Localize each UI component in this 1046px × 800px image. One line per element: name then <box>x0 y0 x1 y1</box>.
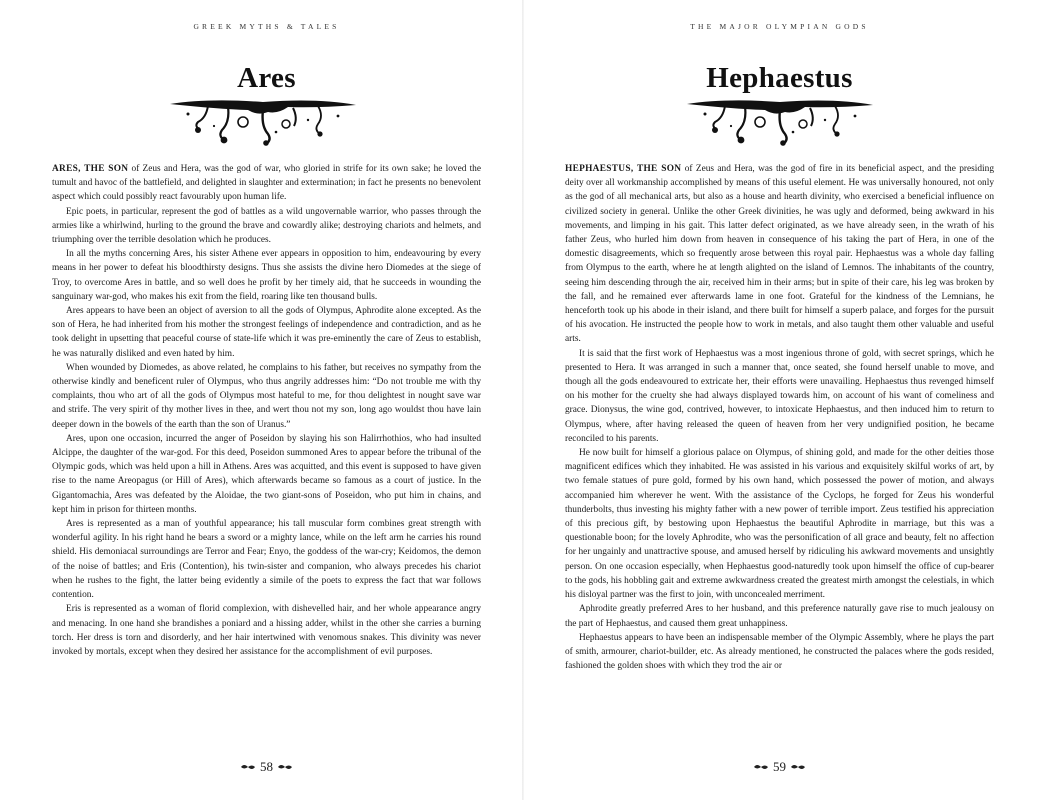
paragraph: Ares, upon one occasion, incurred the anger of Poseidon by slaying his son Halirrhothios, who had insulted Alcippe, the daughter of the war-god. For this deed, Poseidon summoned Ares to appear before the tribunal of the Olympic gods, which was held upon a hill in Athens. Ares was acquitted, and this event is supposed to have given rise to the name Areopagus (or Hill of Ares), which afterwards became so famous as a court of justice. In the Gigantomachia, Ares was defeated by the Aloidae, the two giant-sons of Poseidon, who put him in chains, and kept him in prison for thirteen months. <box>52 433 481 515</box>
article-body-hephaestus <box>565 162 994 673</box>
folio-ornament-icon <box>791 763 805 771</box>
page-number: 59 <box>773 759 786 774</box>
page-number-left <box>52 759 481 775</box>
folio-ornament-icon <box>754 763 768 771</box>
running-head-right: THE MAJOR OLYMPIAN GODS <box>690 22 869 31</box>
page-number-right <box>565 759 994 775</box>
paragraph: Ares is represented as a man of youthful appearance; his tall muscular form combines great strength with wonderful agility. In his right hand he bears a sword or a mighty lance, while on the left arm he carries his round shield. His demoniacal surroundings are Terror and Fear; Enyo, the goddess of the war-cry; Keidomos, the demon of the noise of battles; and Eris (Contention), his twin-sister and companion, who always precedes his chariot when he rushes to the fight, the latter being evidently a simile of the poets to express the fact that war follows contention. <box>52 519 481 601</box>
page-number: 58 <box>260 759 273 774</box>
paragraph: Eris is represented as a woman of florid complexion, with dishevelled hair, and her whole appearance angry and menacing. In one hand she brandishes a poniard and a hissing adder, whilst in the other she carries a burning torch. Her dress is torn and disorderly, and her hair intertwined with venomous snakes. This divinity was never invoked by mortals, except when they desired her assistance for the accomplishment of evil purposes. <box>52 604 481 657</box>
paragraph: He now built for himself a glorious palace on Olympus, of shining gold, and made for the other deities those magnificent edifices which they inhabited. He was assisted in his various and exquisitely skilful works of art, by two female statues of pure gold, formed by his own hand, which possessed the power of motion, and always accompanied him wherever he went. With the assistance of the Cyclops, he forged for Zeus his wonderful thunderbolts, thus investing his mighty father with a new power of terrible import. Zeus testified his appreciation of this precious gift, by bestowing upon Hephaestus the beautiful Aphrodite in marriage, but this was a questionable boon; for the lovely Aphrodite, who was the personification of all grace and beauty, felt no affection for her ungainly and unattractive spouse, and amused herself by ridiculing his awkward movements and unsightly person. On one occasion especially, when Hephaestus good-naturedly took upon himself the office of cup-bearer to the gods, his hobbling gait and extreme awkwardness created the greatest mirth amongst the celestials, in which his disloyal partner was the first to join, with unconcealed merriment. <box>565 448 994 601</box>
paragraph <box>565 162 994 347</box>
running-head-left: GREEK MYTHS & TALES <box>193 22 340 31</box>
paragraph: Hephaestus appears to have been an indispensable member of the Olympic Assembly, where he plays the part of smith, armourer, chariot-builder, etc. As already mentioned, he constructed the palaces where the gods resided, fashioned the golden shoes with which they trod the air or <box>565 632 994 672</box>
paragraph: In all the myths concerning Ares, his sister Athene ever appears in opposition to him, endeavouring by every means in her power to defeat his bloodthirsty designs. Thus she assists the divine hero Diomedes at the siege of Troy, to overcome Ares in battle, and so well does he profit by her timely aid, that he succeeds in wounding the sanguinary war-god, who makes his exit from the field, roaring like ten thousand bulls. <box>52 249 481 302</box>
lead-in: HEPHAESTUS, THE SON <box>565 164 682 174</box>
paragraph: Ares appears to have been an object of aversion to all the gods of Olympus, Aphrodite alone excepted. As the son of Hera, he had inherited from his mother the strongest feelings of independence and contradiction, and as he took delight in upsetting that peaceful course of state-life which it was pre-eminently the care of Zeus to establish, he was naturally disliked and even hated by him. <box>52 306 481 359</box>
right-page <box>523 0 1046 800</box>
ink-flourish-ornament <box>685 96 875 146</box>
paragraph: It is said that the first work of Hephaestus was a most ingenious throne of gold, with secret springs, which he presented to Hera. It was arranged in such a manner that, once seated, she found herself unable to move, and though all the gods endeavoured to extricate her, their efforts were unavailing. Hephaestus thus revenged himself on his mother for the cruelty she had always displayed towards him, on account of his want of comeliness and grace. Dionysus, the wine god, contrived, however, to intoxicate Hephaestus, and then induced him to return to Olympus, where, after having released the queen of heaven from her very undignified position, he became reconciled to his parents. <box>565 348 994 444</box>
paragraph: Epic poets, in particular, represent the god of battles as a wild ungovernable warrior, who passes through the armies like a whirlwind, hurling to the ground the brave and cowardly alike; destroying chariots and helmets, and triumphing over the terrible desolation which he produces. <box>52 206 481 246</box>
paragraph <box>52 162 481 205</box>
paragraph: When wounded by Diomedes, as above related, he complains to his father, but receives no sympathy from the otherwise kindly and beneficent ruler of Olympus, who thus angrily addresses him: “Do not trouble me with thy complaints, thou who art of all the gods of Olympus most hateful to me, for thou delightest in nought save war and strife. The very spirit of thy mother lives in thee, and wert thou not my son, long ago wouldst thou have lain deeper down in the bowels of the earth than the son of Uranus.” <box>52 362 481 430</box>
paragraph-text: of Zeus and Hera, was the god of war, who gloried in strife for its own sake; he loved the tumult and havoc of the battlefield, and delighted in slaughter and extermination; in fact he presents no benevolent aspect which could possibly react favourably upon human life. <box>52 164 482 203</box>
chapter-title-ares: Ares <box>237 62 296 94</box>
paragraph: Aphrodite greatly preferred Ares to her husband, and this preference naturally gave rise to much jealousy on the part of Hephaestus, and caused them great unhappiness. <box>565 604 994 629</box>
folio-ornament-icon <box>241 763 255 771</box>
ink-flourish-ornament <box>168 96 358 146</box>
paragraph-text: of Zeus and Hera, was the god of fire in its beneficial aspect, and the presiding deity over all workmanship accomplished by means of this useful element. He was universally honoured, not only as the god of all mechanical arts, but also as a house and hearth divinity, who exercised a beneficial influence on civilized society in general. Unlike the other Greek divinities, he was ugly and deformed, being awkward in his movements, and limping in his gait. This latter defect originated, as we have already seen, in the wrath of his father Zeus, who hurled him down from heaven in consequence of his taking the part of Hera, in one of the domestic disagreements, which so frequently arose between this royal pair. Hephaestus was a whole day falling from Olympus to the earth, where he at length alighted on the island of Lemnos. The inhabitants of the country, seeing him descending through the air, received him in their arms; but in spite of their care, his leg was broken by the fall, and he remained ever afterwards lame in one foot. Grateful for the kindness of the Lemnians, he henceforth took up his abode in their island, and there built for himself a superb palace, and forges for the pursuit of his avocation. He instructed the people how to work in metals, and also taught them other valuable and useful arts. <box>565 164 994 345</box>
lead-in: ARES, THE SON <box>52 164 129 174</box>
article-body-ares <box>52 162 481 659</box>
folio-ornament-icon <box>278 763 292 771</box>
chapter-title-hephaestus: Hephaestus <box>706 62 853 94</box>
